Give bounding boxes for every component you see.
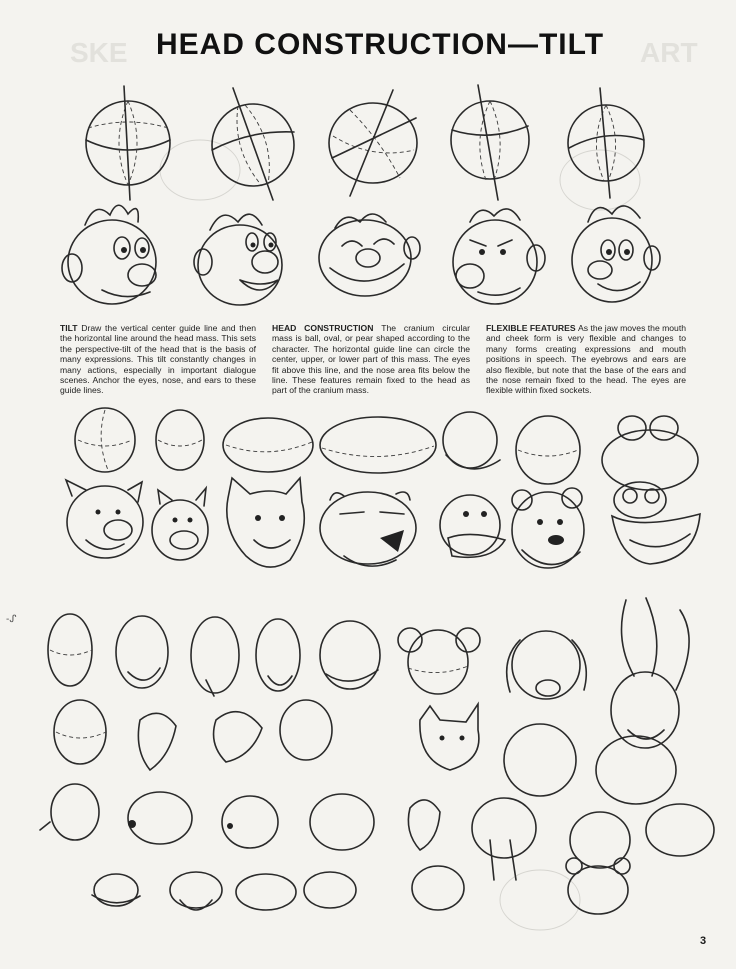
boy-head-5 bbox=[572, 206, 660, 302]
construction-forms-row bbox=[75, 408, 698, 490]
tilt-text-column bbox=[60, 323, 256, 396]
crocodile-head bbox=[612, 482, 700, 564]
mouse-head bbox=[398, 628, 480, 694]
rabbit-head bbox=[611, 598, 689, 748]
cat-head bbox=[420, 704, 479, 770]
bear-head bbox=[512, 488, 584, 568]
tilt-sphere-1 bbox=[86, 86, 170, 200]
fox-head bbox=[227, 478, 304, 567]
panther-head bbox=[320, 492, 416, 566]
reverse-page-ghost bbox=[70, 37, 698, 930]
boy-head-2 bbox=[194, 214, 282, 305]
tilt-sphere-4 bbox=[451, 85, 529, 200]
tilt-sphere-2 bbox=[212, 88, 294, 200]
boy-head-1 bbox=[62, 205, 156, 304]
long-face-studies bbox=[40, 614, 380, 910]
tilt-sphere-3 bbox=[329, 90, 417, 196]
tilt-heading: TILT bbox=[60, 323, 82, 333]
flexible-features-heading: FLEXIBLE FEATURES bbox=[486, 323, 579, 333]
chipmunk-head bbox=[152, 488, 208, 560]
flexible-features-text-column bbox=[486, 323, 686, 396]
duck-head bbox=[440, 495, 505, 557]
tilt-sphere-5 bbox=[568, 88, 644, 198]
margin-mark: -ᔑ bbox=[6, 614, 17, 625]
boy-head-4 bbox=[453, 209, 545, 304]
head-construction-body: The cranium circular mass is ball, oval, or pear shaped according to the character. The horizontal guide line can circle the center, upper, or lower part of this mass. The eyes fit above this line, and the nose area fits below the line. These features remain fixed to the head as part of the cranium mass. bbox=[272, 323, 470, 396]
character-sketches bbox=[408, 724, 714, 914]
boy-head-3 bbox=[319, 214, 420, 296]
pig-head bbox=[66, 480, 143, 558]
head-construction-heading: HEAD CONSTRUCTION bbox=[272, 323, 382, 333]
page-title: HEAD CONSTRUCTION—TILT bbox=[155, 28, 605, 61]
dog-head bbox=[507, 631, 587, 699]
flexible-features-body: As the jaw moves the mouth and cheek form is very flexible and changes to many forms creating expressions and mouth positions in speech. The eyebrows and ears are also flexible, but note that the base of the ears and the nose remain fixed to the head. The eyes are flexible within fixed sockets. bbox=[486, 323, 686, 396]
tilt-body: Draw the vertical center guide line and then the horizontal line around the head mass. This sets the perspective-tilt of the head that is the basis of many expressions. This tilt constantly changes in many actions, especially in important dialogue scenes. Anchor the eyes, nose, and ears to these guide lines. bbox=[60, 323, 256, 396]
head-construction-text-column bbox=[272, 323, 470, 396]
page-number: 3 bbox=[700, 935, 707, 947]
svg-text:ART: ART bbox=[640, 37, 698, 68]
svg-text:SKE: SKE bbox=[70, 37, 128, 68]
